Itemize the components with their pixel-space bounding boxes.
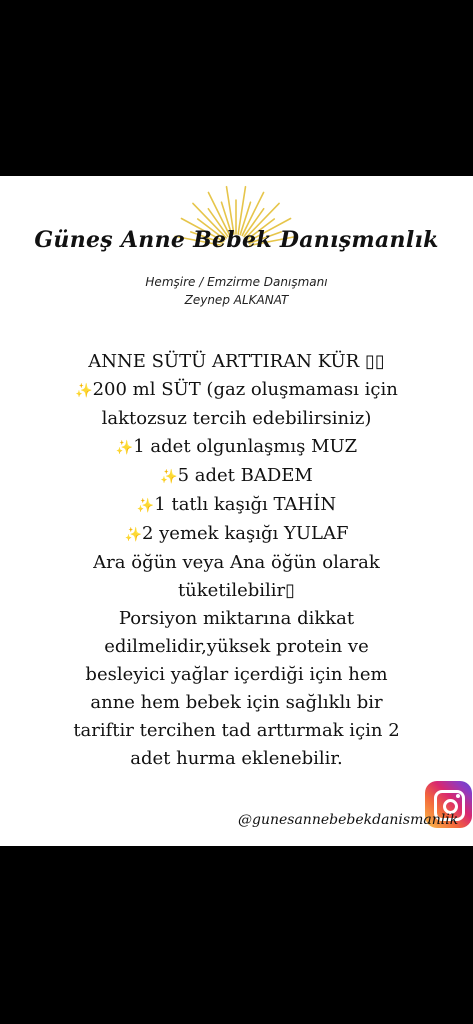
sparkle-icon: ✨ [160,469,178,485]
post-line: ✨1 adet olgunlaşmış MUZ [115,436,358,457]
post-line: Porsiyon miktarına dikkat [118,608,355,629]
post-line: besleyici yağlar içerdiği için hem [85,664,388,685]
post-line: Ara öğün veya Ana öğün olarak [93,552,380,573]
post-line: tariftir tercihen tad arttırmak için 2 [73,720,400,741]
sparkle-icon: ✨ [136,498,155,514]
post-text [24,348,449,773]
post-heading: ANNE SÜTÜ ARTTIRAN KÜR ▯▯ [88,351,385,372]
sparkle-icon: ✨ [124,527,142,543]
post-line: anne hem bebek için sağlıklı bir [90,692,383,713]
instagram-handle: @gunesannebebekdanismanlik [238,812,459,828]
sparkle-icon: ✨ [75,383,93,399]
post-line: ✨2 yemek kaşığı YULAF [124,523,349,544]
brand-title: Güneş Anne Bebek Danışmanlık [34,227,439,253]
consultant-name: Zeynep ALKANAT [184,293,289,307]
post-image [0,176,473,846]
brand-subtitle: Hemşire / Emzirme Danışmanı [145,275,328,289]
post-line: laktozsuz tercih edebilirsiniz) [101,408,372,429]
post-line: edilmelidir,yüksek protein ve [104,636,369,657]
post-line: ✨5 adet BADEM [160,465,313,486]
post-line: adet hurma eklenebilir. [130,748,343,769]
post-line: ✨200 ml SÜT (gaz oluşmaması için [75,379,398,400]
sparkle-icon: ✨ [115,440,134,456]
post-line: ✨1 tatlı kaşığı TAHİN [136,494,337,515]
top-black-bar [0,0,473,176]
post-line: tüketilebilir▯ [177,580,296,601]
bottom-black-bar [0,846,473,1024]
